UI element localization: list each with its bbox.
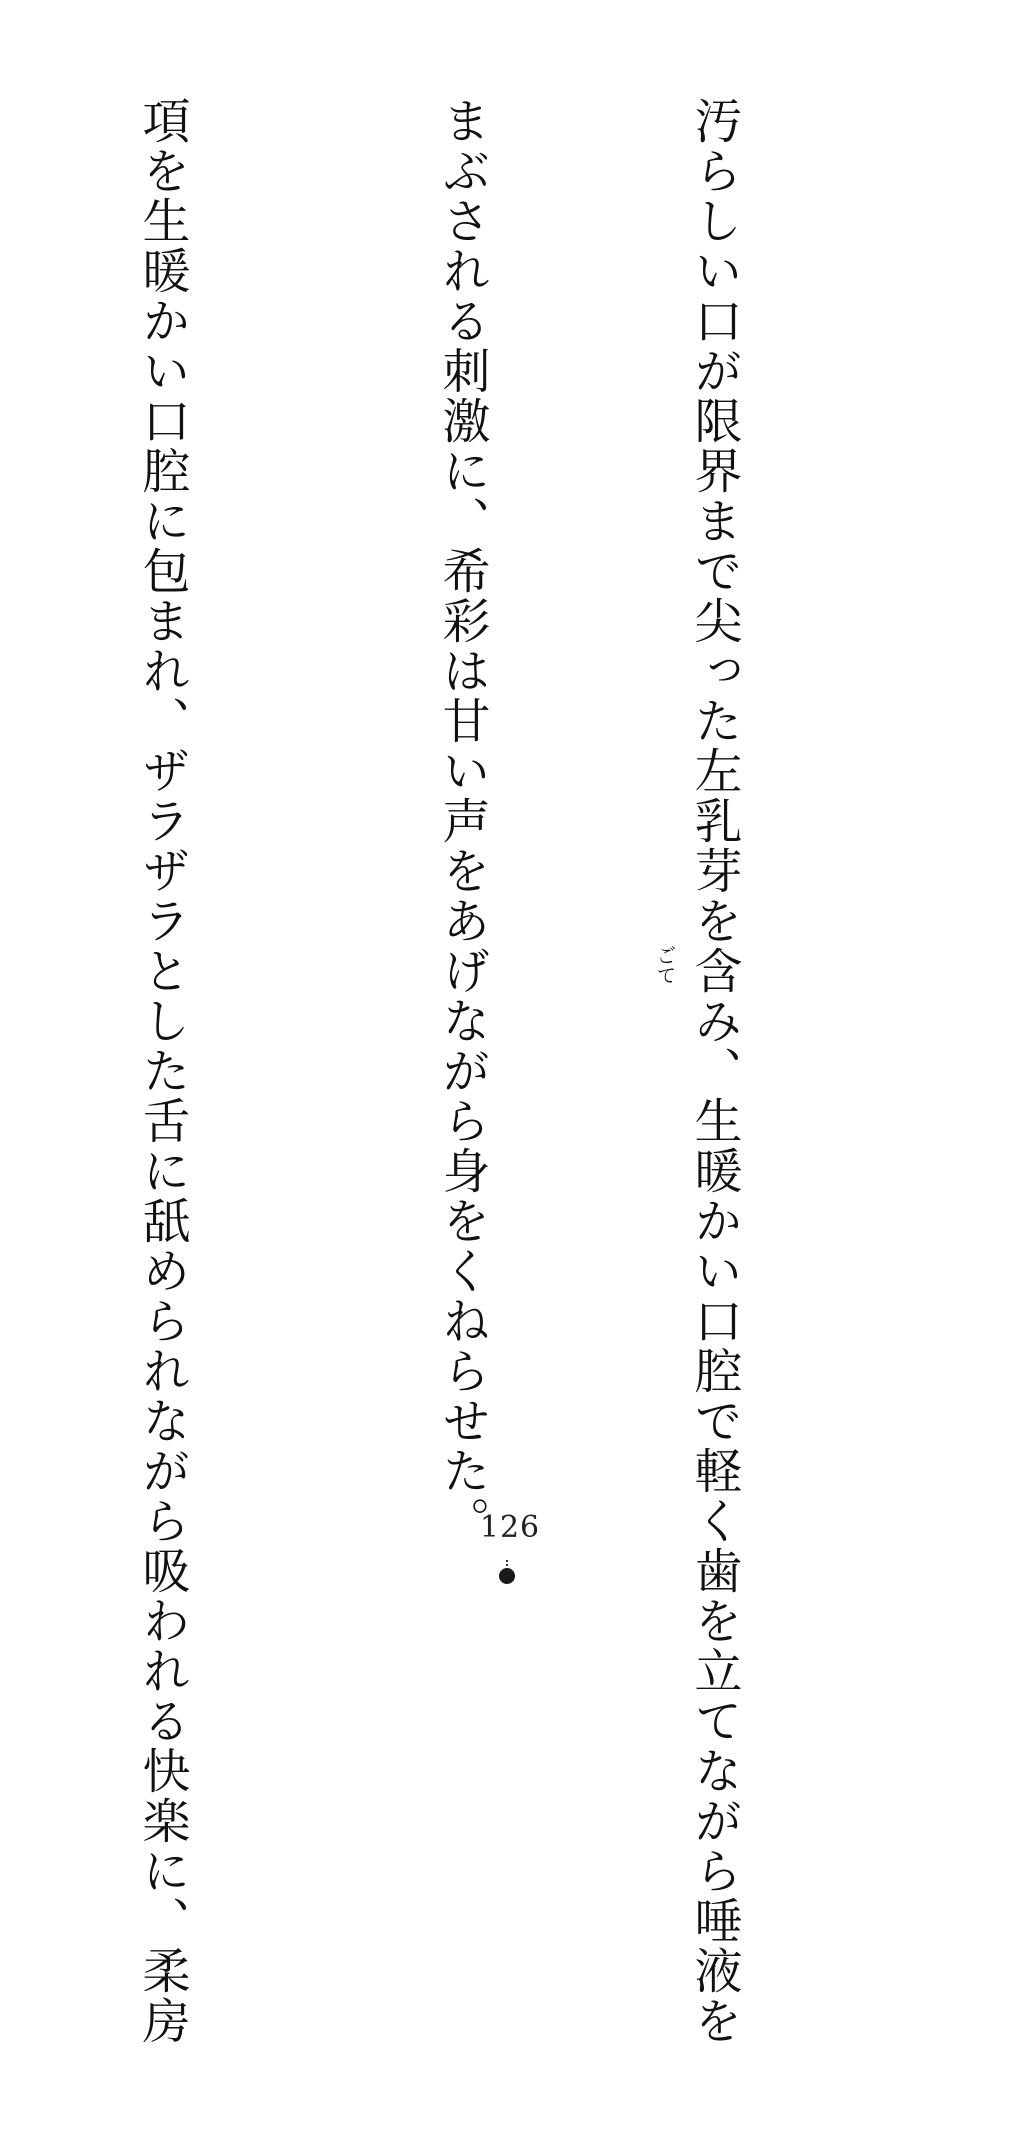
text-line: まぶされる刺激に、希彩は甘い声をあげながら身をくねらせた。 <box>434 96 490 1546</box>
page-ornament-dot <box>499 1568 515 1584</box>
text-line: 汚らしい口が限界まで尖った左乳芽を含み、生暖かい口腔で軽く歯を立てながら唾液を <box>686 96 742 2046</box>
ruby-annotation: ごて <box>653 945 677 985</box>
text-line: 項を生暖かい口腔に包まれ、ザラザラとした舌に舐められながら吸われる快楽に、柔房 <box>134 96 190 2046</box>
page-number: 126 <box>479 1510 541 1545</box>
